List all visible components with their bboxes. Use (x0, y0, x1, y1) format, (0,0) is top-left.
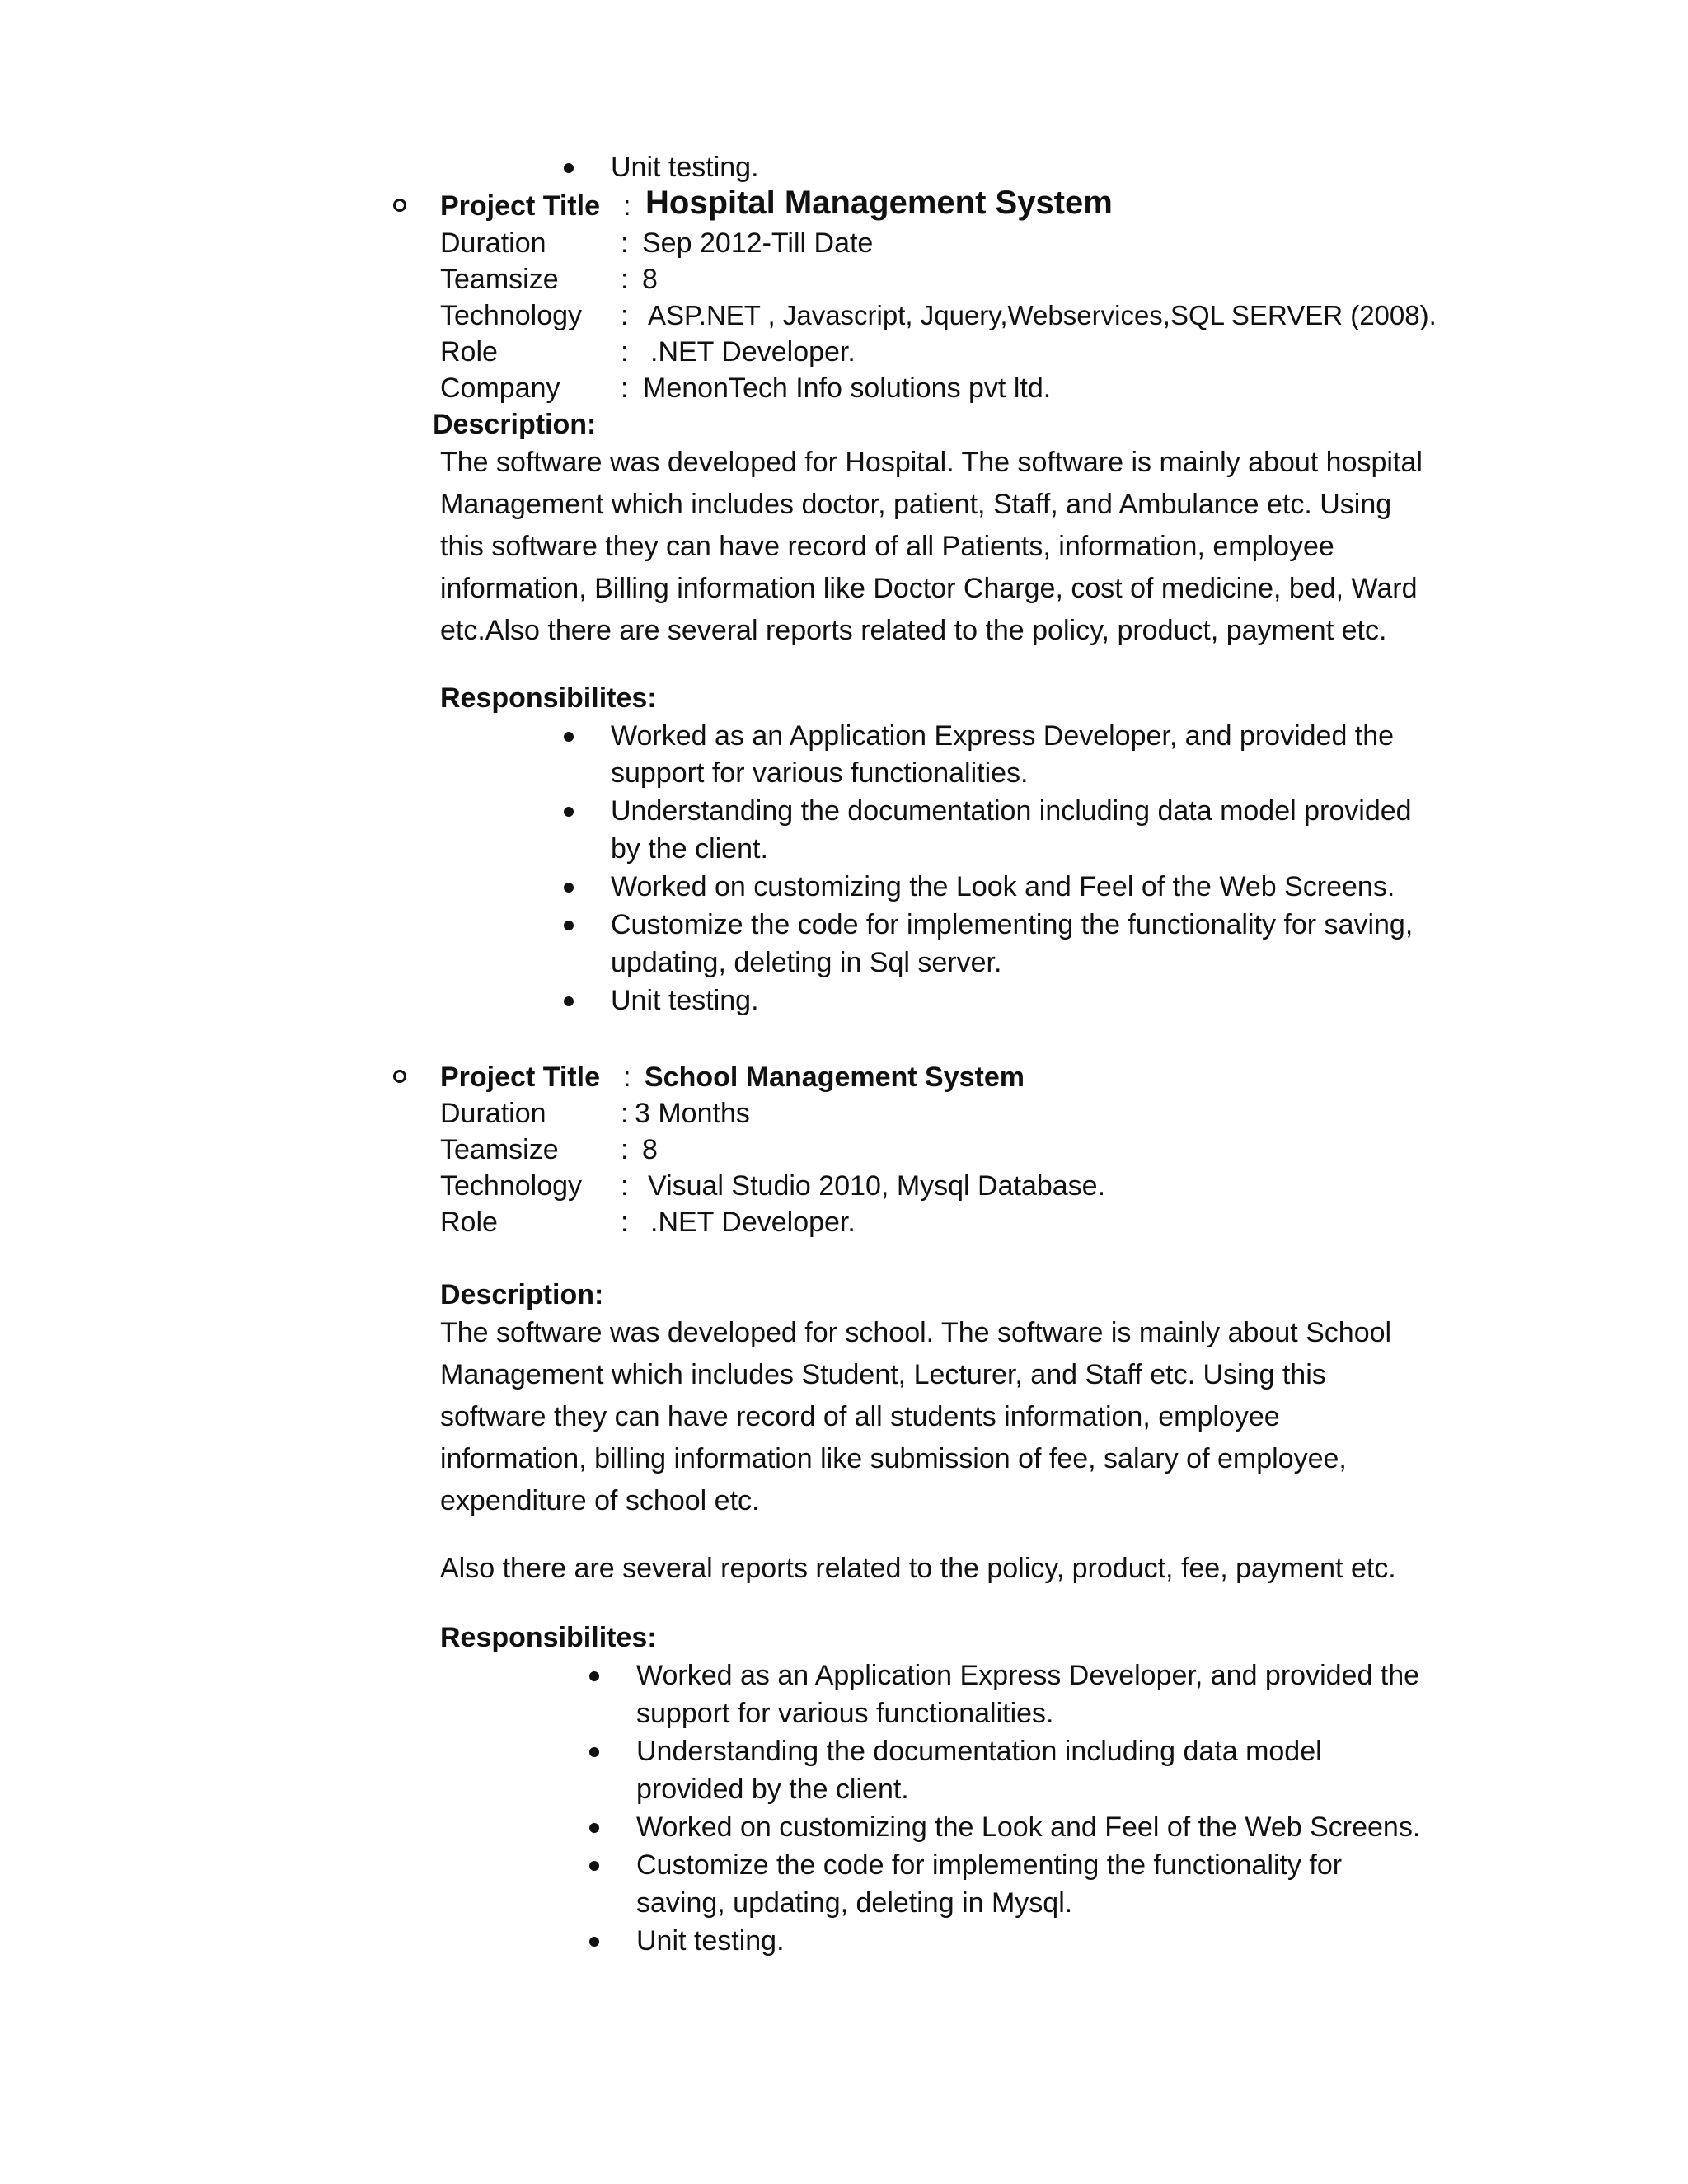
project1-teamsize-colon: : (621, 264, 629, 295)
project1-circle-bullet-icon (393, 199, 406, 212)
project2-teamsize-label: Teamsize (440, 1134, 559, 1165)
project1-description-line: etc.Also there are several reports related to the policy, product, payment etc. (440, 615, 1387, 646)
project1-resp-item: Worked as an Application Express Developer, and provided the (611, 720, 1395, 752)
project1-title-label: Project Title (440, 190, 600, 222)
project2-resp-item: Customize the code for implementing the functionality for (636, 1849, 1343, 1881)
project1-technology-label: Technology (440, 300, 583, 331)
project2-resp-item: Unit testing. (636, 1925, 785, 1957)
bullet-dot-icon (564, 732, 574, 742)
project1-technology-colon: : (621, 300, 629, 331)
project2-teamsize-colon: : (621, 1134, 629, 1165)
bullet-dot-icon (564, 807, 574, 817)
project1-role-colon: : (621, 336, 629, 368)
project1-company-value: MenonTech Info solutions pvt ltd. (643, 373, 1052, 404)
project2-description-line: Management which includes Student, Lecturer, and Staff etc. Using this (440, 1359, 1326, 1390)
bullet-dot-icon (589, 1861, 599, 1871)
project2-role-label: Role (440, 1207, 498, 1238)
bullet-dot-icon (589, 1747, 599, 1757)
project1-resp-item-cont: updating, deleting in Sql server. (611, 947, 1002, 978)
project2-description (440, 1312, 1429, 1522)
project1-resp-item-cont: support for various functionalities. (611, 757, 1029, 789)
bullet-dot-icon (564, 996, 574, 1006)
bullet-dot-icon (564, 921, 574, 930)
project2-description-extra: Also there are several reports related to the policy, product, fee, payment etc. (440, 1553, 1396, 1584)
project1-description-line: Management which includes doctor, patient, Staff, and Ambulance etc. Using (440, 489, 1392, 520)
project1-resp-item: Understanding the documentation including data model provided (611, 795, 1412, 827)
project1-description-line: this software they can have record of all Patients, information, employee (440, 531, 1334, 562)
project2-description-line: software they can have record of all students information, employee (440, 1401, 1280, 1432)
project2-resp-item-cont: saving, updating, deleting in Mysql. (636, 1887, 1073, 1919)
project1-resp-item: Unit testing. (611, 985, 759, 1016)
project1-title-value: Hospital Management System (645, 185, 1113, 221)
project2-description-line: information, billing information like submission of fee, salary of employee, (440, 1443, 1347, 1474)
project2-resp-item: Worked on customizing the Look and Feel of the Web Screens. (636, 1811, 1421, 1843)
project1-technology-value: ASP.NET , Javascript, Jquery,Webservices,SQL SERVER (2008). (648, 300, 1437, 330)
top-bullet-text: Unit testing. (611, 152, 759, 183)
project2-title-colon: : (623, 1062, 631, 1093)
project1-responsibilities-heading: Responsibilites: (440, 682, 657, 714)
project2-technology-value: Visual Studio 2010, Mysql Database. (648, 1170, 1106, 1202)
bullet-dot-icon (589, 1937, 599, 1947)
project2-title-label: Project Title (440, 1062, 600, 1093)
project1-duration-value: Sep 2012-Till Date (642, 227, 874, 259)
project2-role-value: .NET Developer. (650, 1207, 856, 1238)
bullet-dot-icon (589, 1823, 599, 1833)
project1-description-line: The software was developed for Hospital. The software is mainly about hospital (440, 447, 1423, 478)
project2-duration-colon: : (621, 1098, 629, 1129)
project2-description-line: expenditure of school etc. (440, 1485, 760, 1516)
project1-duration-colon: : (621, 227, 629, 259)
project1-description (440, 442, 1429, 652)
project2-technology-colon: : (621, 1170, 629, 1202)
project2-resp-item: Worked as an Application Express Developer, and provided the (636, 1660, 1420, 1691)
project1-resp-item-cont: by the client. (611, 833, 768, 865)
project2-technology-label: Technology (440, 1170, 583, 1202)
project2-resp-item-cont: support for various functionalities. (636, 1698, 1054, 1729)
project2-description-heading: Description: (440, 1279, 604, 1310)
project1-role-label: Role (440, 336, 498, 368)
bullet-dot-icon (589, 1671, 599, 1681)
bullet-dot-icon (564, 883, 574, 893)
project2-responsibilities-heading: Responsibilites: (440, 1622, 657, 1653)
project1-company-label: Company (440, 373, 560, 404)
project2-duration-value: 3 Months (635, 1098, 750, 1129)
project1-teamsize-value: 8 (642, 264, 658, 295)
project2-circle-bullet-icon (393, 1070, 406, 1083)
project1-company-colon: : (621, 373, 629, 404)
project1-title-colon: : (623, 190, 631, 222)
project2-resp-item: Understanding the documentation including data model (636, 1736, 1322, 1767)
project2-duration-label: Duration (440, 1098, 546, 1129)
project1-teamsize-label: Teamsize (440, 264, 559, 295)
project1-duration-label: Duration (440, 227, 546, 259)
bullet-dot-icon (564, 163, 574, 173)
project1-resp-item: Customize the code for implementing the functionality for saving, (611, 909, 1414, 940)
project2-role-colon: : (621, 1207, 629, 1238)
project1-resp-item: Worked on customizing the Look and Feel of the Web Screens. (611, 871, 1395, 902)
project1-description-heading: Description: (433, 409, 597, 440)
project2-description-line: The software was developed for school. The software is mainly about School (440, 1317, 1392, 1348)
project1-role-value: .NET Developer. (650, 336, 856, 368)
project2-title-value: School Management System (645, 1062, 1025, 1093)
project2-resp-item-cont: provided by the client. (636, 1774, 909, 1805)
project1-description-line: information, Billing information like Doctor Charge, cost of medicine, bed, Ward (440, 573, 1418, 604)
project2-teamsize-value: 8 (642, 1134, 658, 1165)
